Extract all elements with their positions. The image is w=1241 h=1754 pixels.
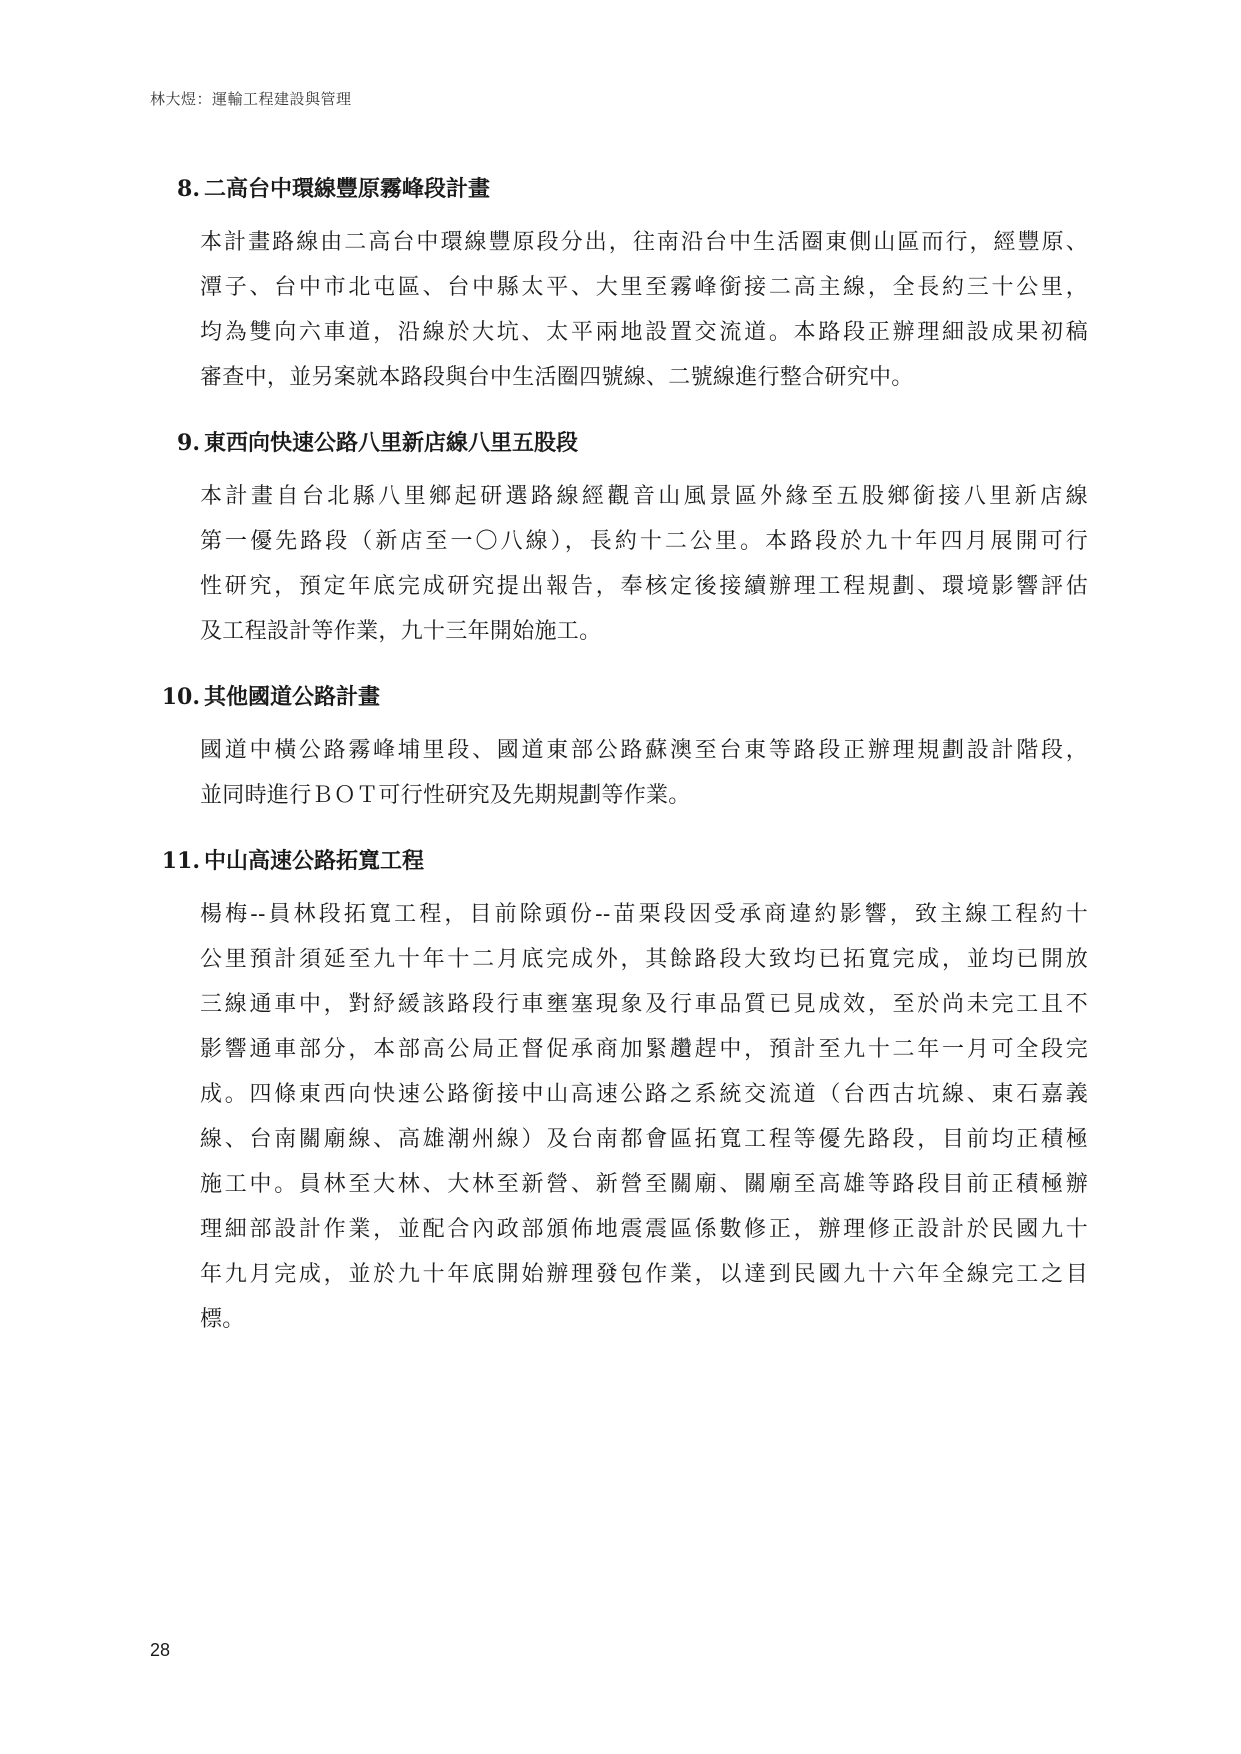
section-8 <box>150 172 1090 400</box>
paragraph-line: 線、台南關廟線、高雄潮州線）及台南都會區拓寬工程等優先路段，目前均正積極 <box>200 1127 1088 1152</box>
section-11 <box>150 844 1090 1342</box>
section-paragraph <box>200 474 1088 654</box>
paragraph-line: 第一優先路段（新店至一〇八線），長約十二公里。本路段於九十年四月展開可行 <box>200 529 1088 554</box>
paragraph-line: 三線通車中，對紓緩該路段行車壅塞現象及行車品質已見成效，至於尚未完工且不 <box>200 992 1088 1017</box>
paragraph-line: 楊梅--員林段拓寬工程，目前除頭份--苗栗段因受承商違約影響，致主線工程約十 <box>200 902 1088 927</box>
paragraph-line: 成。四條東西向快速公路銜接中山高速公路之系統交流道（台西古坑線、東石嘉義 <box>200 1082 1088 1107</box>
section-number: 11. <box>161 848 200 874</box>
paragraph-line: 理細部設計作業，並配合內政部頒佈地震震區係數修正，辦理修正設計於民國九十 <box>200 1217 1088 1242</box>
paragraph-line: 公里預計須延至九十年十二月底完成外，其餘路段大致均已拓寬完成，並均已開放 <box>200 947 1088 972</box>
document-body <box>150 172 1090 1368</box>
section-9 <box>150 426 1090 654</box>
paragraph-line: 及工程設計等作業，九十三年開始施工。 <box>200 619 602 644</box>
section-title: 二高台中環線豐原霧峰段計畫 <box>204 176 491 202</box>
section-heading <box>150 844 1090 878</box>
section-paragraph <box>200 220 1088 400</box>
section-title: 中山高速公路拓寬工程 <box>204 848 425 874</box>
paragraph-line: 均為雙向六車道，沿線於大坑、太平兩地設置交流道。本路段正辦理細設成果初稿 <box>200 320 1088 345</box>
section-title: 其他國道公路計畫 <box>204 684 381 710</box>
section-heading <box>150 680 1090 714</box>
paragraph-line: 本計畫自台北縣八里鄉起研選路線經觀音山風景區外緣至五股鄉銜接八里新店線 <box>200 484 1088 509</box>
section-number: 9. <box>177 430 200 456</box>
section-heading <box>150 172 1090 206</box>
section-paragraph <box>200 728 1088 818</box>
paragraph-line: 潭子、台中市北屯區、台中縣太平、大里至霧峰銜接二高主線，全長約三十公里， <box>200 275 1088 300</box>
paragraph-line: 審查中，並另案就本路段與台中生活圈四號線、二號線進行整合研究中。 <box>200 365 914 390</box>
paragraph-line: 標。 <box>200 1307 245 1332</box>
paragraph-line: 國道中橫公路霧峰埔里段、國道東部公路蘇澳至台東等路段正辦理規劃設計階段， <box>200 738 1088 763</box>
paragraph-line: 性研究，預定年底完成研究提出報告，奉核定後接續辦理工程規劃、環境影響評估 <box>200 574 1088 599</box>
paragraph-line: 本計畫路線由二高台中環線豐原段分出，往南沿台中生活圈東側山區而行，經豐原、 <box>200 230 1088 255</box>
section-heading <box>150 426 1090 460</box>
section-paragraph <box>200 892 1088 1342</box>
paragraph-line: 並同時進行ＢＯＴ可行性研究及先期規劃等作業。 <box>200 783 691 808</box>
running-header: 林大煜：運輸工程建設與管理 <box>150 90 352 108</box>
section-number: 10. <box>161 684 200 710</box>
page-number: 28 <box>150 1640 171 1660</box>
section-10 <box>150 680 1090 818</box>
section-title: 東西向快速公路八里新店線八里五股段 <box>204 430 579 456</box>
paragraph-line: 施工中。員林至大林、大林至新營、新營至關廟、關廟至高雄等路段目前正積極辦 <box>200 1172 1088 1197</box>
paragraph-line: 影響通車部分，本部高公局正督促承商加緊趲趕中，預計至九十二年一月可全段完 <box>200 1037 1088 1062</box>
paragraph-line: 年九月完成，並於九十年底開始辦理發包作業，以達到民國九十六年全線完工之目 <box>200 1262 1088 1287</box>
section-number: 8. <box>177 176 200 202</box>
